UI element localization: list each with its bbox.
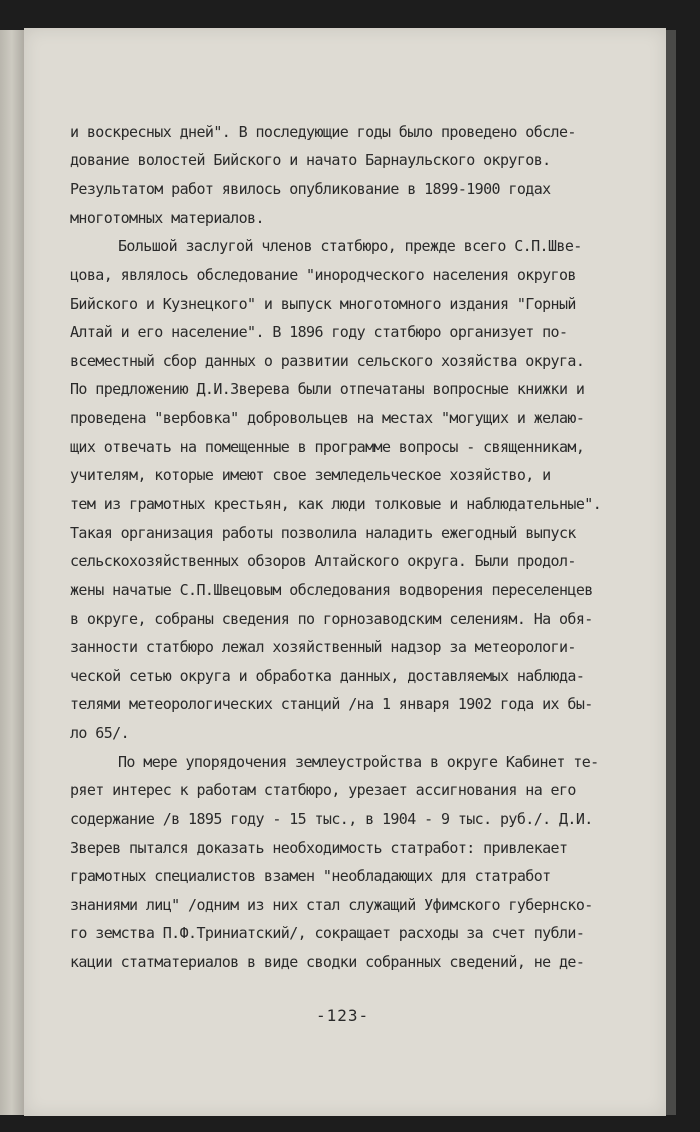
text-line: ряет интерес к работам статбюро, урезает ассигнования на его (70, 781, 576, 799)
text-line: По предложению Д.И.Зверева были отпечатаны вопросные книжки и (70, 380, 585, 398)
text-line: щих отвечать на помещенные в программе вопросы - священникам, (70, 438, 585, 456)
page-number: -123- (316, 1006, 370, 1025)
page-right-shadow (666, 30, 676, 1115)
text-line: кации статматериалов в виде сводки собранных сведений, не де- (70, 953, 585, 971)
previous-page-edge (0, 30, 26, 1115)
text-line: По мере упорядочения землеустройства в округе Кабинет те- (118, 753, 599, 771)
text-line: проведена "вербовка" добровольцев на местах "могущих и желаю- (70, 409, 585, 427)
text-line: цова, являлось обследование "инородческого населения округов (70, 266, 576, 284)
text-line: Большой заслугой членов статбюро, прежде всего С.П.Шве- (118, 237, 582, 255)
text-line: знаниями лиц" /одним из них стал служащий Уфимского губернско- (70, 896, 593, 914)
text-line: телями метеорологических станций /на 1 января 1902 года их бы- (70, 695, 593, 713)
text-line: Бийского и Кузнецкого" и выпуск многотомного издания "Горный (70, 295, 576, 313)
text-line: учителям, которые имеют свое земледельческое хозяйство, и (70, 466, 551, 484)
text-line: и воскресных дней". В последующие годы было проведено обсле- (70, 123, 576, 141)
text-line: жены начатые С.П.Швецовым обследования водворения переселенцев (70, 581, 593, 599)
text-line: занности статбюро лежал хозяйственный надзор за метеорологи- (70, 638, 576, 656)
text-line: Результатом работ явилось опубликование в 1899-1900 годах (70, 180, 551, 198)
text-line: всеместный сбор данных о развитии сельского хозяйства округа. (70, 352, 585, 370)
text-line: Алтай и его население". В 1896 году статбюро организует по- (70, 323, 568, 341)
text-line: Зверев пытался доказать необходимость статработ: привлекает (70, 839, 568, 857)
text-line: ческой сетью округа и обработка данных, доставляемых наблюда- (70, 667, 585, 685)
text-line: дование волостей Бийского и начато Барнаульского округов. (70, 151, 551, 169)
text-line: сельскохозяйственных обзоров Алтайского округа. Были продол- (70, 552, 576, 570)
text-line: грамотных специалистов взамен "необладающих для статработ (70, 867, 551, 885)
text-line: многотомных материалов. (70, 209, 264, 227)
text-line: содержание /в 1895 году - 15 тыс., в 1904 - 9 тыс. руб./. Д.И. (70, 810, 593, 828)
text-line: тем из грамотных крестьян, как люди толковые и наблюдательные". (70, 495, 602, 513)
text-line: го земства П.Ф.Триниатский/, сокращает расходы за счет публи- (70, 924, 585, 942)
text-line: в округе, собраны сведения по горнозаводским селениям. На обя- (70, 610, 593, 628)
text-line: ло 65/. (70, 724, 130, 742)
text-line: Такая организация работы позволила наладить ежегодный выпуск (70, 524, 576, 542)
